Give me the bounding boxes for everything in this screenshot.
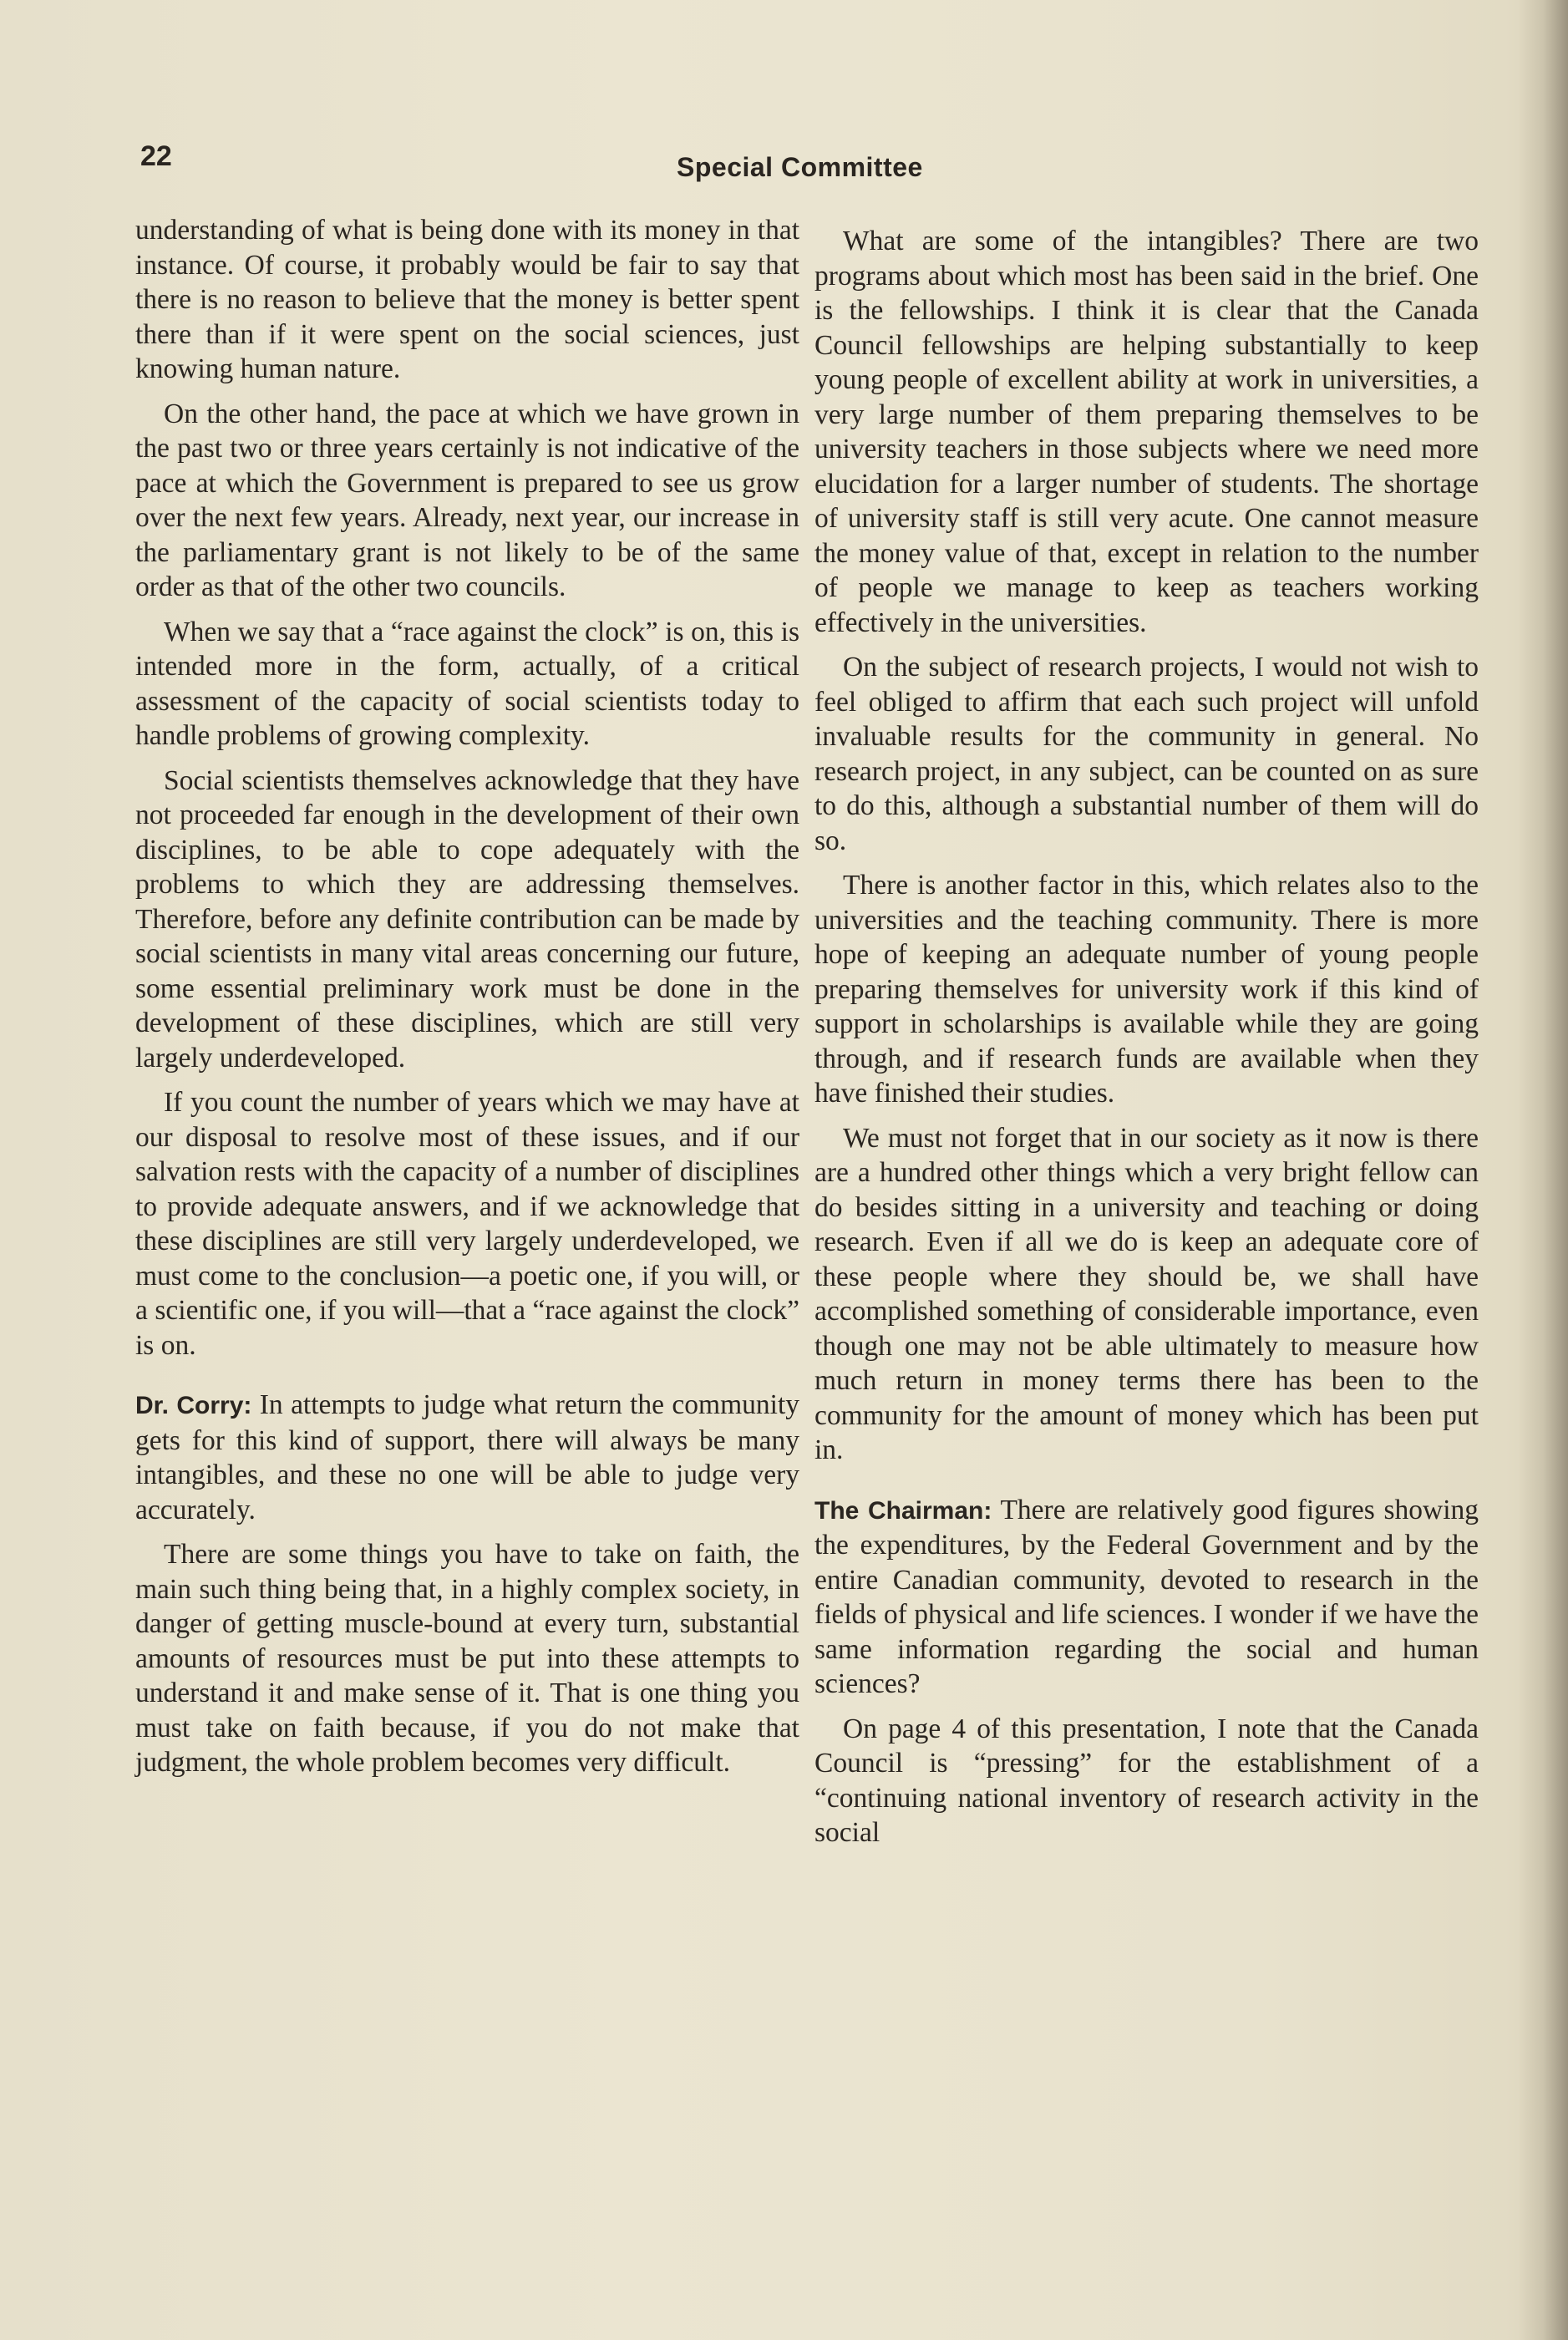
paragraph: On the subject of research projects, I would not wish to feel obliged to affirm that each such project will unfold invaluable results for the community in general. No research project, in any subject, can be counted on as sure to do this, although a substantial number of them will do so.: [814, 652, 1479, 856]
speech-paragraph: [135, 1388, 799, 1527]
running-head: Special Committee: [677, 152, 923, 182]
paragraph: There are some things you have to take on faith, the main such thing being that, in a highly complex society, in danger of getting muscle-bound at every turn, substantial amounts of resources must be put into these attempts to understand it and make sense of it. That is one thing you must take on faith because, if you do not make that judgment, the whole problem becomes very difficult.: [135, 1539, 799, 1778]
speaker-name: Dr. Corry:: [135, 1392, 252, 1419]
speech-paragraph: [814, 1493, 1479, 1702]
speech-text: There are relatively good figures showing the expenditures, by the Federal Government and by the entire Canadian community, devoted to research in the fields of physical and life sciences. I wonder if we have the same information regarding the social and human sciences?: [814, 1494, 1479, 1699]
paragraph: If you count the number of years which we may have at our disposal to resolve most of these issues, and if our salvation rests with the capacity of a number of disciplines to provide adequate answers, and if we acknowledge that these disciplines are still very largely underdeveloped, we must come to the conclusion—a poetic one, if you will, or a scientific one, if you will—that a “race against the clock” is on.: [135, 1087, 799, 1361]
paragraph: Social scientists themselves acknowledge that they have not proceeded far enough in the development of their own disciplines, to be able to cope adequately with the problems to which they are addressing themselves. Therefore, before any definite contribution can be made by social scientists in many vital areas concerning our future, some essential preliminary work must be done in the development of these disciplines, which are still very largely underdeveloped.: [135, 764, 799, 1074]
page-number: 22: [140, 140, 172, 172]
left-column: [135, 213, 799, 1790]
paragraph: understanding of what is being done with its money in that instance. Of course, it probably would be fair to say that there is no reason to believe that the money is better spent there than if it were spent on the social sciences, just knowing human nature.: [135, 215, 799, 384]
speaker-name: The Chairman:: [814, 1496, 992, 1525]
speech-text: In attempts to judge what return the community gets for this kind of support, there will always be many intangibles, and these no one will be able to judge very accurately.: [135, 1389, 799, 1525]
right-column: [814, 224, 1479, 1860]
paragraph: On page 4 of this presentation, I note that the Canada Council is “pressing” for the establishment of a “continuing national inventory of research activity in the social: [814, 1713, 1479, 1848]
paragraph: What are some of the intangibles? There are two programs about which most has been said in the brief. One is the fellowships. I think it is clear that the Canada Council fellowships are helping substantially to keep young people of excellent ability at work in universities, a very large number of them preparing themselves to be university teachers in those subjects where we need more elucidation for a larger number of students. The shortage of university staff is still very acute. One cannot measure the money value of that, except in relation to the number of people we manage to keep as teachers working effectively in the universities.: [814, 226, 1479, 638]
paragraph: On the other hand, the pace at which we have grown in the past two or three years certainly is not indicative of the pace at which the Government is prepared to see us grow over the next few years. Already, next year, our increase in the parliamentary grant is not likely to be of the same order as that of the other two councils.: [135, 398, 799, 602]
binding-edge-shadow: [1518, 0, 1568, 2340]
paragraph: There is another factor in this, which relates also to the universities and the teaching community. There is more hope of keeping an adequate number of young people preparing themselves for university work if this kind of support in scholarships is available while they are going through, and if research funds are available when they have finished their studies.: [814, 870, 1479, 1109]
paragraph: We must not forget that in our society as it now is there are a hundred other things which a very bright fellow can do besides sitting in a university and teaching or doing research. Even if all we do is keep an adequate core of these people where they should be, we shall have accomplished something of considerable importance, even though one may not be able ultimately to measure how much return in money terms there has been to the community for the amount of money which has been put in.: [814, 1122, 1479, 1465]
paragraph: When we say that a “race against the clock” is on, this is intended more in the form, actually, of a critical assessment of the capacity of social scientists today to handle problems of growing complexity.: [135, 616, 799, 751]
